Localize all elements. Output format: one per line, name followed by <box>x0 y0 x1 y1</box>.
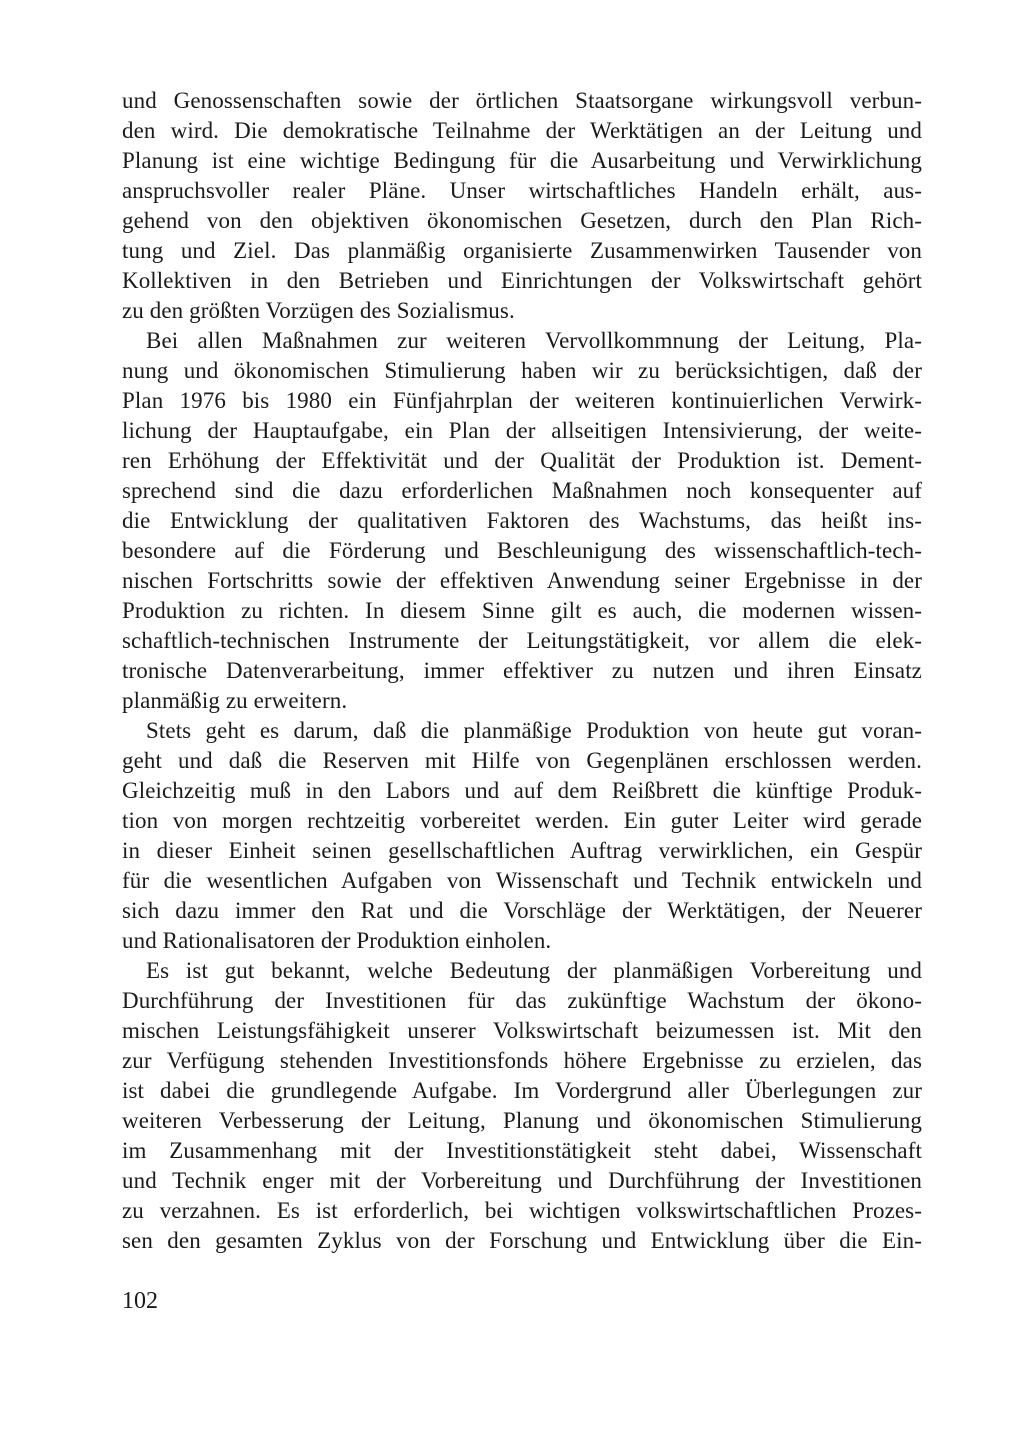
page-number: 102 <box>122 1288 158 1314</box>
text-line: nischen Fortschritts sowie der effektiven Anwendung seiner Ergebnisse in der <box>122 568 922 593</box>
text-line: Produktion zu richten. In diesem Sinne gilt es auch, die modernen wissen- <box>122 598 922 623</box>
text-line: die Entwicklung der qualitativen Faktoren des Wachstums, das heißt ins- <box>122 508 922 533</box>
text-line: zu den größten Vorzügen des Sozialismus. <box>122 298 515 323</box>
text-line: Planung ist eine wichtige Bedingung für die Ausarbeitung und Verwirklichung <box>122 148 922 173</box>
text-line: sen den gesamten Zyklus von der Forschung und Entwicklung über die Ein- <box>122 1228 922 1253</box>
text-line: nung und ökonomischen Stimulierung haben wir zu berücksichtigen, daß der <box>122 358 922 383</box>
text-line: schaftlich-technischen Instrumente der Leitungstätigkeit, vor allem die elek- <box>122 628 922 653</box>
text-line: geht und daß die Reserven mit Hilfe von Gegenplänen erschlossen werden. <box>122 748 922 773</box>
text-line: Stets geht es darum, daß die planmäßige Produktion von heute gut voran- <box>146 718 922 743</box>
text-line: planmäßig zu erweitern. <box>122 688 348 713</box>
text-line: für die wesentlichen Aufgaben von Wissenschaft und Technik entwickeln und <box>122 868 922 893</box>
text-line: tronische Datenverarbeitung, immer effektiver zu nutzen und ihren Einsatz <box>122 658 922 683</box>
text-line: weiteren Verbesserung der Leitung, Planung und ökonomischen Stimulierung <box>122 1108 922 1133</box>
text-line: Plan 1976 bis 1980 ein Fünfjahrplan der weiteren kontinuierlichen Verwirk- <box>122 388 922 413</box>
text-line: und Technik enger mit der Vorbereitung und Durchführung der Investitionen <box>122 1168 922 1193</box>
text-line: mischen Leistungsfähigkeit unserer Volkswirtschaft beizumessen ist. Mit den <box>122 1018 922 1043</box>
text-line: gehend von den objektiven ökonomischen Gesetzen, durch den Plan Rich- <box>122 208 922 233</box>
text-line: lichung der Hauptaufgabe, ein Plan der allseitigen Intensivierung, der weite- <box>122 418 922 443</box>
text-line: und Genossenschaften sowie der örtlichen Staatsorgane wirkungsvoll verbun- <box>122 88 922 113</box>
text-line: sich dazu immer den Rat und die Vorschläge der Werktätigen, der Neuerer <box>122 898 922 923</box>
text-line: und Rationalisatoren der Produktion einholen. <box>122 928 552 953</box>
text-line: Durchführung der Investitionen für das zukünftige Wachstum der ökono- <box>122 988 922 1013</box>
text-line: in dieser Einheit seinen gesellschaftlichen Auftrag verwirklichen, ein Gespür <box>122 838 922 863</box>
text-line: sprechend sind die dazu erforderlichen Maßnahmen noch konsequenter auf <box>122 478 922 503</box>
text-line: tion von morgen rechtzeitig vorbereitet werden. Ein guter Leiter wird gerade <box>122 808 922 833</box>
text-line: im Zusammenhang mit der Investitionstätigkeit steht dabei, Wissenschaft <box>122 1138 922 1163</box>
text-line: tung und Ziel. Das planmäßig organisierte Zusammenwirken Tausender von <box>122 238 922 263</box>
text-line: den wird. Die demokratische Teilnahme der Werktätigen an der Leitung und <box>122 118 922 143</box>
text-line: Gleichzeitig muß in den Labors und auf dem Reißbrett die künftige Produk- <box>122 778 922 803</box>
text-line: Es ist gut bekannt, welche Bedeutung der planmäßigen Vorbereitung und <box>146 958 922 983</box>
text-line: anspruchsvoller realer Pläne. Unser wirtschaftliches Handeln erhält, aus- <box>122 178 922 203</box>
text-line: ist dabei die grundlegende Aufgabe. Im Vordergrund aller Überlegungen zur <box>122 1078 922 1103</box>
text-line: ren Erhöhung der Effektivität und der Qualität der Produktion ist. Dement- <box>122 448 922 473</box>
body-text <box>122 86 922 1256</box>
text-line: zur Verfügung stehenden Investitionsfonds höhere Ergebnisse zu erzielen, das <box>122 1048 922 1073</box>
text-line: Bei allen Maßnahmen zur weiteren Vervollkommnung der Leitung, Pla- <box>146 328 922 353</box>
text-line: zu verzahnen. Es ist erforderlich, bei wichtigen volkswirtschaftlichen Prozes- <box>122 1198 922 1223</box>
text-line: Kollektiven in den Betrieben und Einrichtungen der Volkswirtschaft gehört <box>122 268 922 293</box>
text-line: besondere auf die Förderung und Beschleunigung des wissenschaftlich-tech- <box>122 538 922 563</box>
